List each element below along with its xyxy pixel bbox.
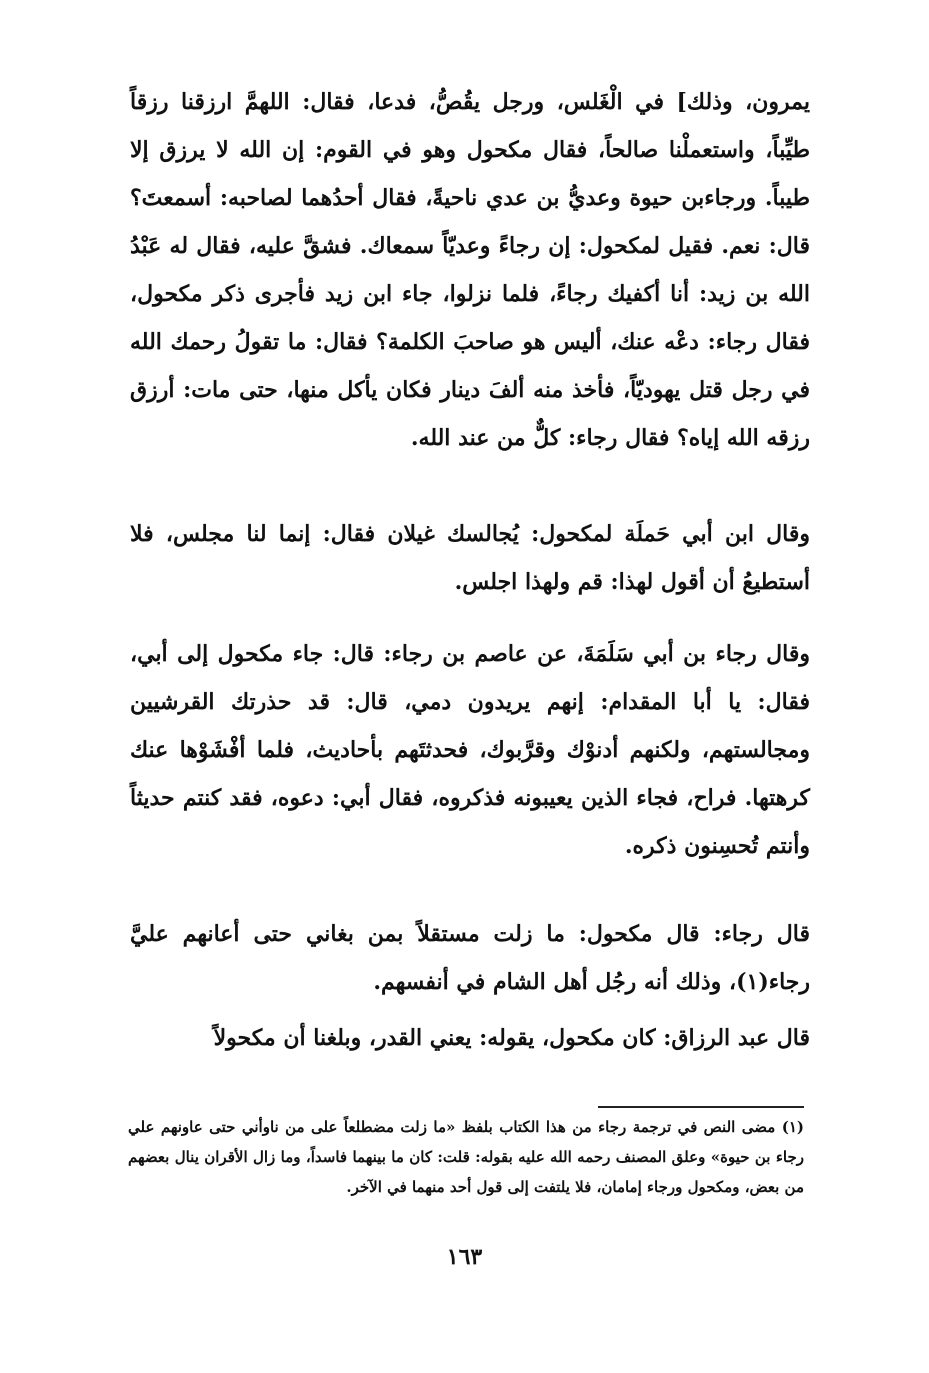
footnote-divider (598, 1106, 804, 1108)
paragraph-2: وقال ابن أبي حَملَة لمكحول: يُجالسك غيلان فقال: إنما لنا مجلس، فلا أستطيعُ أن أقول لهذا: قم ولهذا اجلس. (130, 521, 810, 595)
paragraph-1: يمرون، وذلك] في الْغَلس، ورجل يقُصُّ، فدعا، فقال: اللهمَّ ارزقنا رزقاً طيِّباً، واستعملْنا صالحاً، فقال مكحول وهو في القوم: إن الله لا يرزق إلا طيباً. ورجاءبن حيوة وعديُّ بن عدي ناحيةً، فقال أحدُهما لصاحبه: أسمعتَ؟ قال: نعم. فقيل لمكحول: إن رجاءً وعديّاً سمعاك. فشقَّ عليه، فقال له عَبْدُ الله بن زيد: أنا أكفيك رجاءً، فلما نزلوا، جاء ابن زيد فأجرى ذكر مكحول، فقال رجاء: دعْه عنك، أليس هو صاحبَ الكلمة؟ فقال: ما تقولُ رحمك الله في رجل قتل يهوديّاً، فأخذ منه ألفَ دينار فكان يأكل منها، حتى مات: أرزق رزقه الله إياه؟ فقال رجاء: كلٌّ من عند الله. (130, 89, 810, 451)
paragraph-4: قال رجاء: قال مكحول: ما زلت مستقلاً بمن بغاني حتى أعانهم عليَّ رجاء(١)، وذلك أنه رجُل أهل الشام في أنفسهم. (130, 921, 810, 995)
footnote: (١) مضى النص في ترجمة رجاء من هذا الكتاب بلفظ «ما زلت مضطلعاً على من ناوأني حتى عاونهم علي رجاء بن حيوة» وعلق المصنف رحمه الله عليه بقوله: قلت: كان ما بينهما فاسداً، وما زال الأقران ينال بعضهم من بعض، ومكحول ورجاء إمامان، فلا يلتفت إلى قول أحد منهما في الآخر. (128, 1118, 804, 1196)
paragraph-5: قال عبد الرزاق: كان مكحول، يقوله: يعني القدر، وبلغنا أن مكحولاً (213, 1025, 810, 1051)
paragraph-3: وقال رجاء بن أبي سَلَمَةَ، عن عاصم بن رجاء: قال: جاء مكحول إلى أبي، فقال: يا أبا المقدام: إنهم يريدون دمي، قال: قد حذرتك القرشيين ومجالستهم، ولكنهم أدنوْك وقرَّبوك، فحدثتَهم بأحاديث، فلما أفْشَوْها عنك كرهتها. فراح، فجاء الذين يعيبونه فذكروه، فقال أبي: دعوه، فقد كنتم حديثاً وأنتم تُحسِنون ذكره. (130, 641, 810, 859)
page-number: ١٦٣ (446, 1244, 483, 1270)
